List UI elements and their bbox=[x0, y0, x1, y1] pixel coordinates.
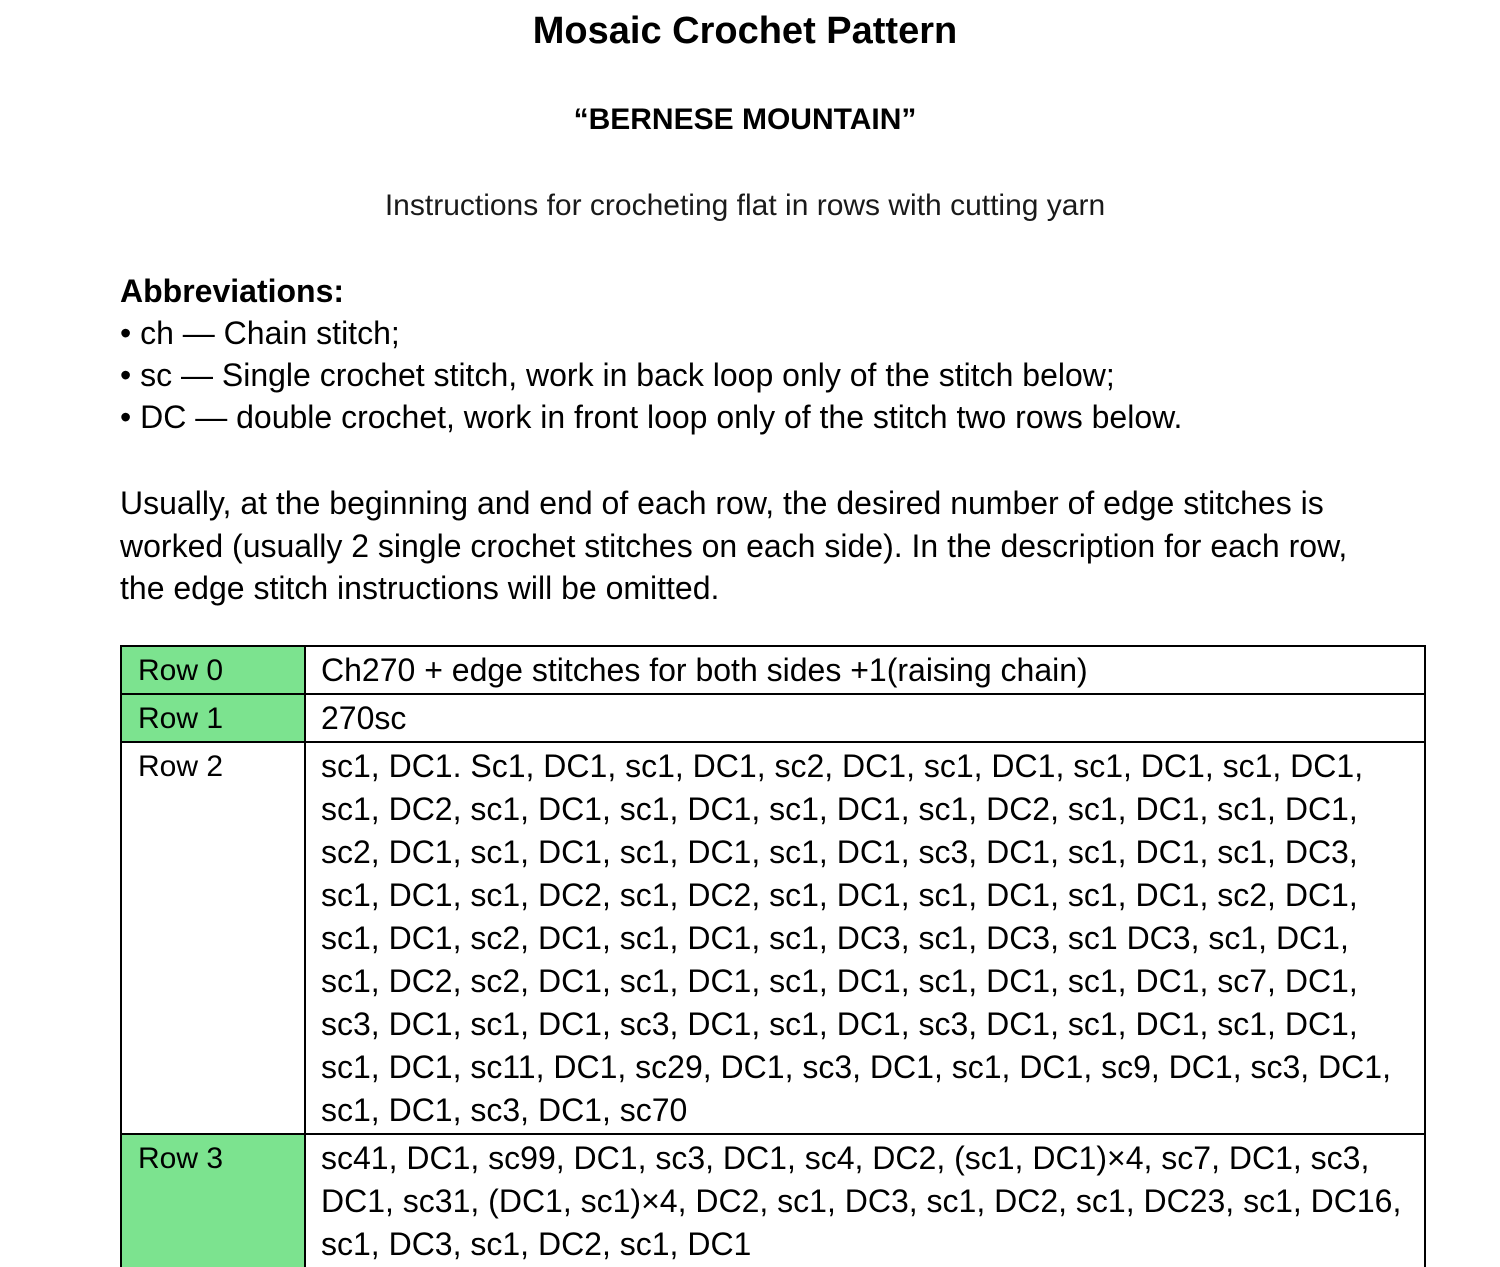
row-instructions-table bbox=[120, 645, 1426, 1267]
row-label: Row 3 bbox=[121, 1134, 305, 1267]
abbreviations-section bbox=[120, 270, 1440, 438]
intro-text: Instructions for crocheting flat in rows with cutting yarn bbox=[384, 189, 1106, 222]
table-row bbox=[121, 1134, 1425, 1267]
row-label: Row 2 bbox=[121, 742, 305, 1134]
abbreviation-item-ch: • ch — Chain stitch; bbox=[120, 315, 400, 351]
abbreviation-item-dc: • DC — double crochet, work in front loop only of the stitch two rows below. bbox=[120, 399, 1183, 435]
row-instructions: sc41, DC1, sc99, DC1, sc3, DC1, sc4, DC2, (sc1, DC1)×4, sc7, DC1, sc3, DC1, sc31, (DC1, sc1)×4, DC2, sc1, DC3, sc1, DC2, sc1, DC23, sc1, DC16, sc1, DC3, sc1, DC2, sc1, DC1 bbox=[305, 1134, 1425, 1267]
row-instructions: sc1, DC1. Sc1, DC1, sc1, DC1, sc2, DC1, sc1, DC1, sc1, DC1, sc1, DC1, sc1, DC2, sc1, DC1, sc1, DC1, sc1, DC1, sc1, DC2, sc1, DC1, sc1, DC1, sc2, DC1, sc1, DC1, sc1, DC1, sc1, DC1, sc3, DC1, sc1, DC1, sc1, DC3, sc1, DC1, sc1, DC2, sc1, DC2, sc1, DC1, sc1, DC1, sc1, DC1, sc2, DC1, sc1, DC1, sc2, DC1, sc1, DC1, sc1, DC3, sc1, DC3, sc1 DC3, sc1, DC1, sc1, DC2, sc2, DC1, sc1, DC1, sc1, DC1, sc1, DC1, sc1, DC1, sc7, DC1, sc3, DC1, sc1, DC1, sc3, DC1, sc1, DC1, sc3, DC1, sc1, DC1, sc1, DC1, sc1, DC1, sc11, DC1, sc29, DC1, sc3, DC1, sc1, DC1, sc9, DC1, sc3, DC1, sc1, DC1, sc3, DC1, sc70 bbox=[305, 742, 1425, 1134]
abbreviations-heading: Abbreviations: bbox=[120, 273, 345, 309]
pattern-subtitle: “BERNESE MOUNTAIN” bbox=[573, 103, 917, 136]
table-row bbox=[121, 646, 1425, 694]
page-title: Mosaic Crochet Pattern bbox=[532, 10, 958, 52]
edge-stitch-note: Usually, at the beginning and end of each row, the desired number of edge stitches is worked (usually 2 single crochet stitches on each side). In the description for each row, the edge stitch instructions will be omitted. bbox=[120, 485, 1348, 606]
row-instructions: Ch270 + edge stitches for both sides +1(raising chain) bbox=[305, 646, 1425, 694]
table-row bbox=[121, 742, 1425, 1134]
row-instructions: 270sc bbox=[305, 694, 1425, 742]
row-label: Row 0 bbox=[121, 646, 305, 694]
row-label: Row 1 bbox=[121, 694, 305, 742]
table-row bbox=[121, 694, 1425, 742]
abbreviation-item-sc: • sc — Single crochet stitch, work in back loop only of the stitch below; bbox=[120, 357, 1115, 393]
abbreviations-list bbox=[120, 312, 1440, 438]
